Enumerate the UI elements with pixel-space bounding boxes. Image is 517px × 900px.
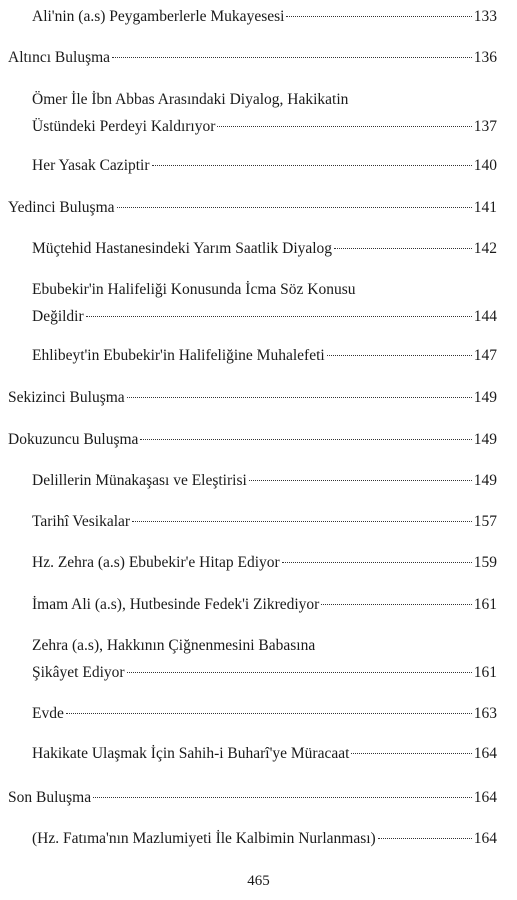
dot-leader bbox=[327, 355, 472, 356]
toc-section bbox=[0, 194, 517, 221]
dot-leader bbox=[351, 753, 471, 754]
dot-leader bbox=[217, 126, 471, 127]
toc-entry-page: 164 bbox=[473, 745, 497, 762]
toc-entry-title-line1: Ömer İle İbn Abbas Arasındaki Diyalog, Hakikatin bbox=[32, 91, 349, 108]
toc-entry-page: 144 bbox=[473, 308, 497, 325]
dot-leader bbox=[132, 521, 472, 522]
toc-section-page: 164 bbox=[473, 789, 497, 806]
toc-entry bbox=[0, 3, 517, 30]
toc-entry-title-line1: Zehra (a.s), Hakkının Çiğnenmesini Babasına bbox=[32, 637, 316, 654]
dot-leader bbox=[334, 248, 472, 249]
dot-leader bbox=[378, 838, 472, 839]
toc-section-page: 149 bbox=[473, 431, 497, 448]
toc-entry-title: Üstündeki Perdeyi Kaldırıyor bbox=[32, 118, 216, 135]
toc-section-title: Son Buluşma bbox=[8, 789, 92, 806]
toc-entry bbox=[0, 235, 517, 262]
toc-entry bbox=[0, 632, 517, 686]
dot-leader bbox=[86, 316, 472, 317]
toc-entry-page: 164 bbox=[473, 830, 497, 847]
toc-entry bbox=[0, 152, 517, 179]
toc-entry-page: 163 bbox=[473, 705, 497, 722]
toc-entry-title: Hakikate Ulaşmak İçin Sahih-i Buharî'ye Müracaat bbox=[32, 745, 350, 762]
toc-section-page: 141 bbox=[473, 199, 497, 216]
toc-section bbox=[0, 44, 517, 71]
dot-leader bbox=[117, 207, 472, 208]
toc-entry-title: Ehlibeyt'in Ebubekir'in Halifeliğine Muhalefeti bbox=[32, 347, 325, 364]
toc-entry-page: 159 bbox=[473, 554, 497, 571]
toc-entry-page: 137 bbox=[473, 118, 497, 135]
dot-leader bbox=[127, 397, 472, 398]
dot-leader bbox=[93, 797, 472, 798]
toc-section-page: 149 bbox=[473, 389, 497, 406]
dot-leader bbox=[66, 713, 472, 714]
dot-leader bbox=[282, 562, 472, 563]
toc-section-title: Dokuzuncu Buluşma bbox=[8, 431, 139, 448]
toc-entry-title: Şikâyet Ediyor bbox=[32, 664, 125, 681]
toc-entry-title: (Hz. Fatıma'nın Mazlumiyeti İle Kalbimin Nurlanması) bbox=[32, 830, 376, 847]
dot-leader bbox=[321, 604, 471, 605]
toc-entry bbox=[0, 86, 517, 140]
toc-entry-page: 149 bbox=[473, 472, 497, 489]
toc-entry bbox=[0, 549, 517, 576]
toc-entry-page: 147 bbox=[473, 347, 497, 364]
toc-entry bbox=[0, 825, 517, 852]
toc-section-title: Yedinci Buluşma bbox=[8, 199, 115, 216]
toc-entry bbox=[0, 700, 517, 727]
toc-entry-title: Müçtehid Hastanesindeki Yarım Saatlik Diyalog bbox=[32, 240, 333, 257]
toc-section bbox=[0, 384, 517, 411]
dot-leader bbox=[127, 672, 472, 673]
toc-entry-page: 157 bbox=[473, 513, 497, 530]
toc-entry bbox=[0, 276, 517, 330]
toc-entry-page: 161 bbox=[473, 664, 497, 681]
toc-entry-title: Değildir bbox=[32, 308, 84, 325]
toc-entry-title: Her Yasak Caziptir bbox=[32, 157, 150, 174]
page-number: 465 bbox=[247, 873, 270, 889]
toc-section-page: 136 bbox=[473, 49, 497, 66]
dot-leader bbox=[140, 439, 471, 440]
toc-entry-title: İmam Ali (a.s), Hutbesinde Fedek'i Zikrediyor bbox=[32, 596, 320, 613]
dot-leader bbox=[112, 57, 472, 58]
toc-entry bbox=[0, 508, 517, 535]
toc-entry-title: Delillerin Münakaşası ve Eleştirisi bbox=[32, 472, 247, 489]
toc-entry bbox=[0, 467, 517, 494]
toc-section bbox=[0, 784, 517, 811]
toc-entry-page: 140 bbox=[473, 157, 497, 174]
toc-section bbox=[0, 426, 517, 453]
dot-leader bbox=[249, 480, 472, 481]
toc-section-title: Sekizinci Buluşma bbox=[8, 389, 125, 406]
dot-leader bbox=[286, 16, 471, 17]
toc-entry-page: 133 bbox=[473, 8, 497, 25]
toc-entry-title: Evde bbox=[32, 705, 64, 722]
toc-entry bbox=[0, 342, 517, 369]
toc-entry-page: 142 bbox=[473, 240, 497, 257]
toc-entry-title: Hz. Zehra (a.s) Ebubekir'e Hitap Ediyor bbox=[32, 554, 280, 571]
toc-entry-title: Tarihî Vesikalar bbox=[32, 513, 131, 530]
toc-entry bbox=[0, 740, 517, 767]
toc-entry bbox=[0, 591, 517, 618]
toc-entry-title-line1: Ebubekir'in Halifeliği Konusunda İcma Söz Konusu bbox=[32, 281, 356, 298]
toc-entry-page: 161 bbox=[473, 596, 497, 613]
toc-section-title: Altıncı Buluşma bbox=[8, 49, 111, 66]
toc-entry-title: Ali'nin (a.s) Peygamberlerle Mukayesesi bbox=[32, 8, 285, 25]
dot-leader bbox=[152, 165, 472, 166]
